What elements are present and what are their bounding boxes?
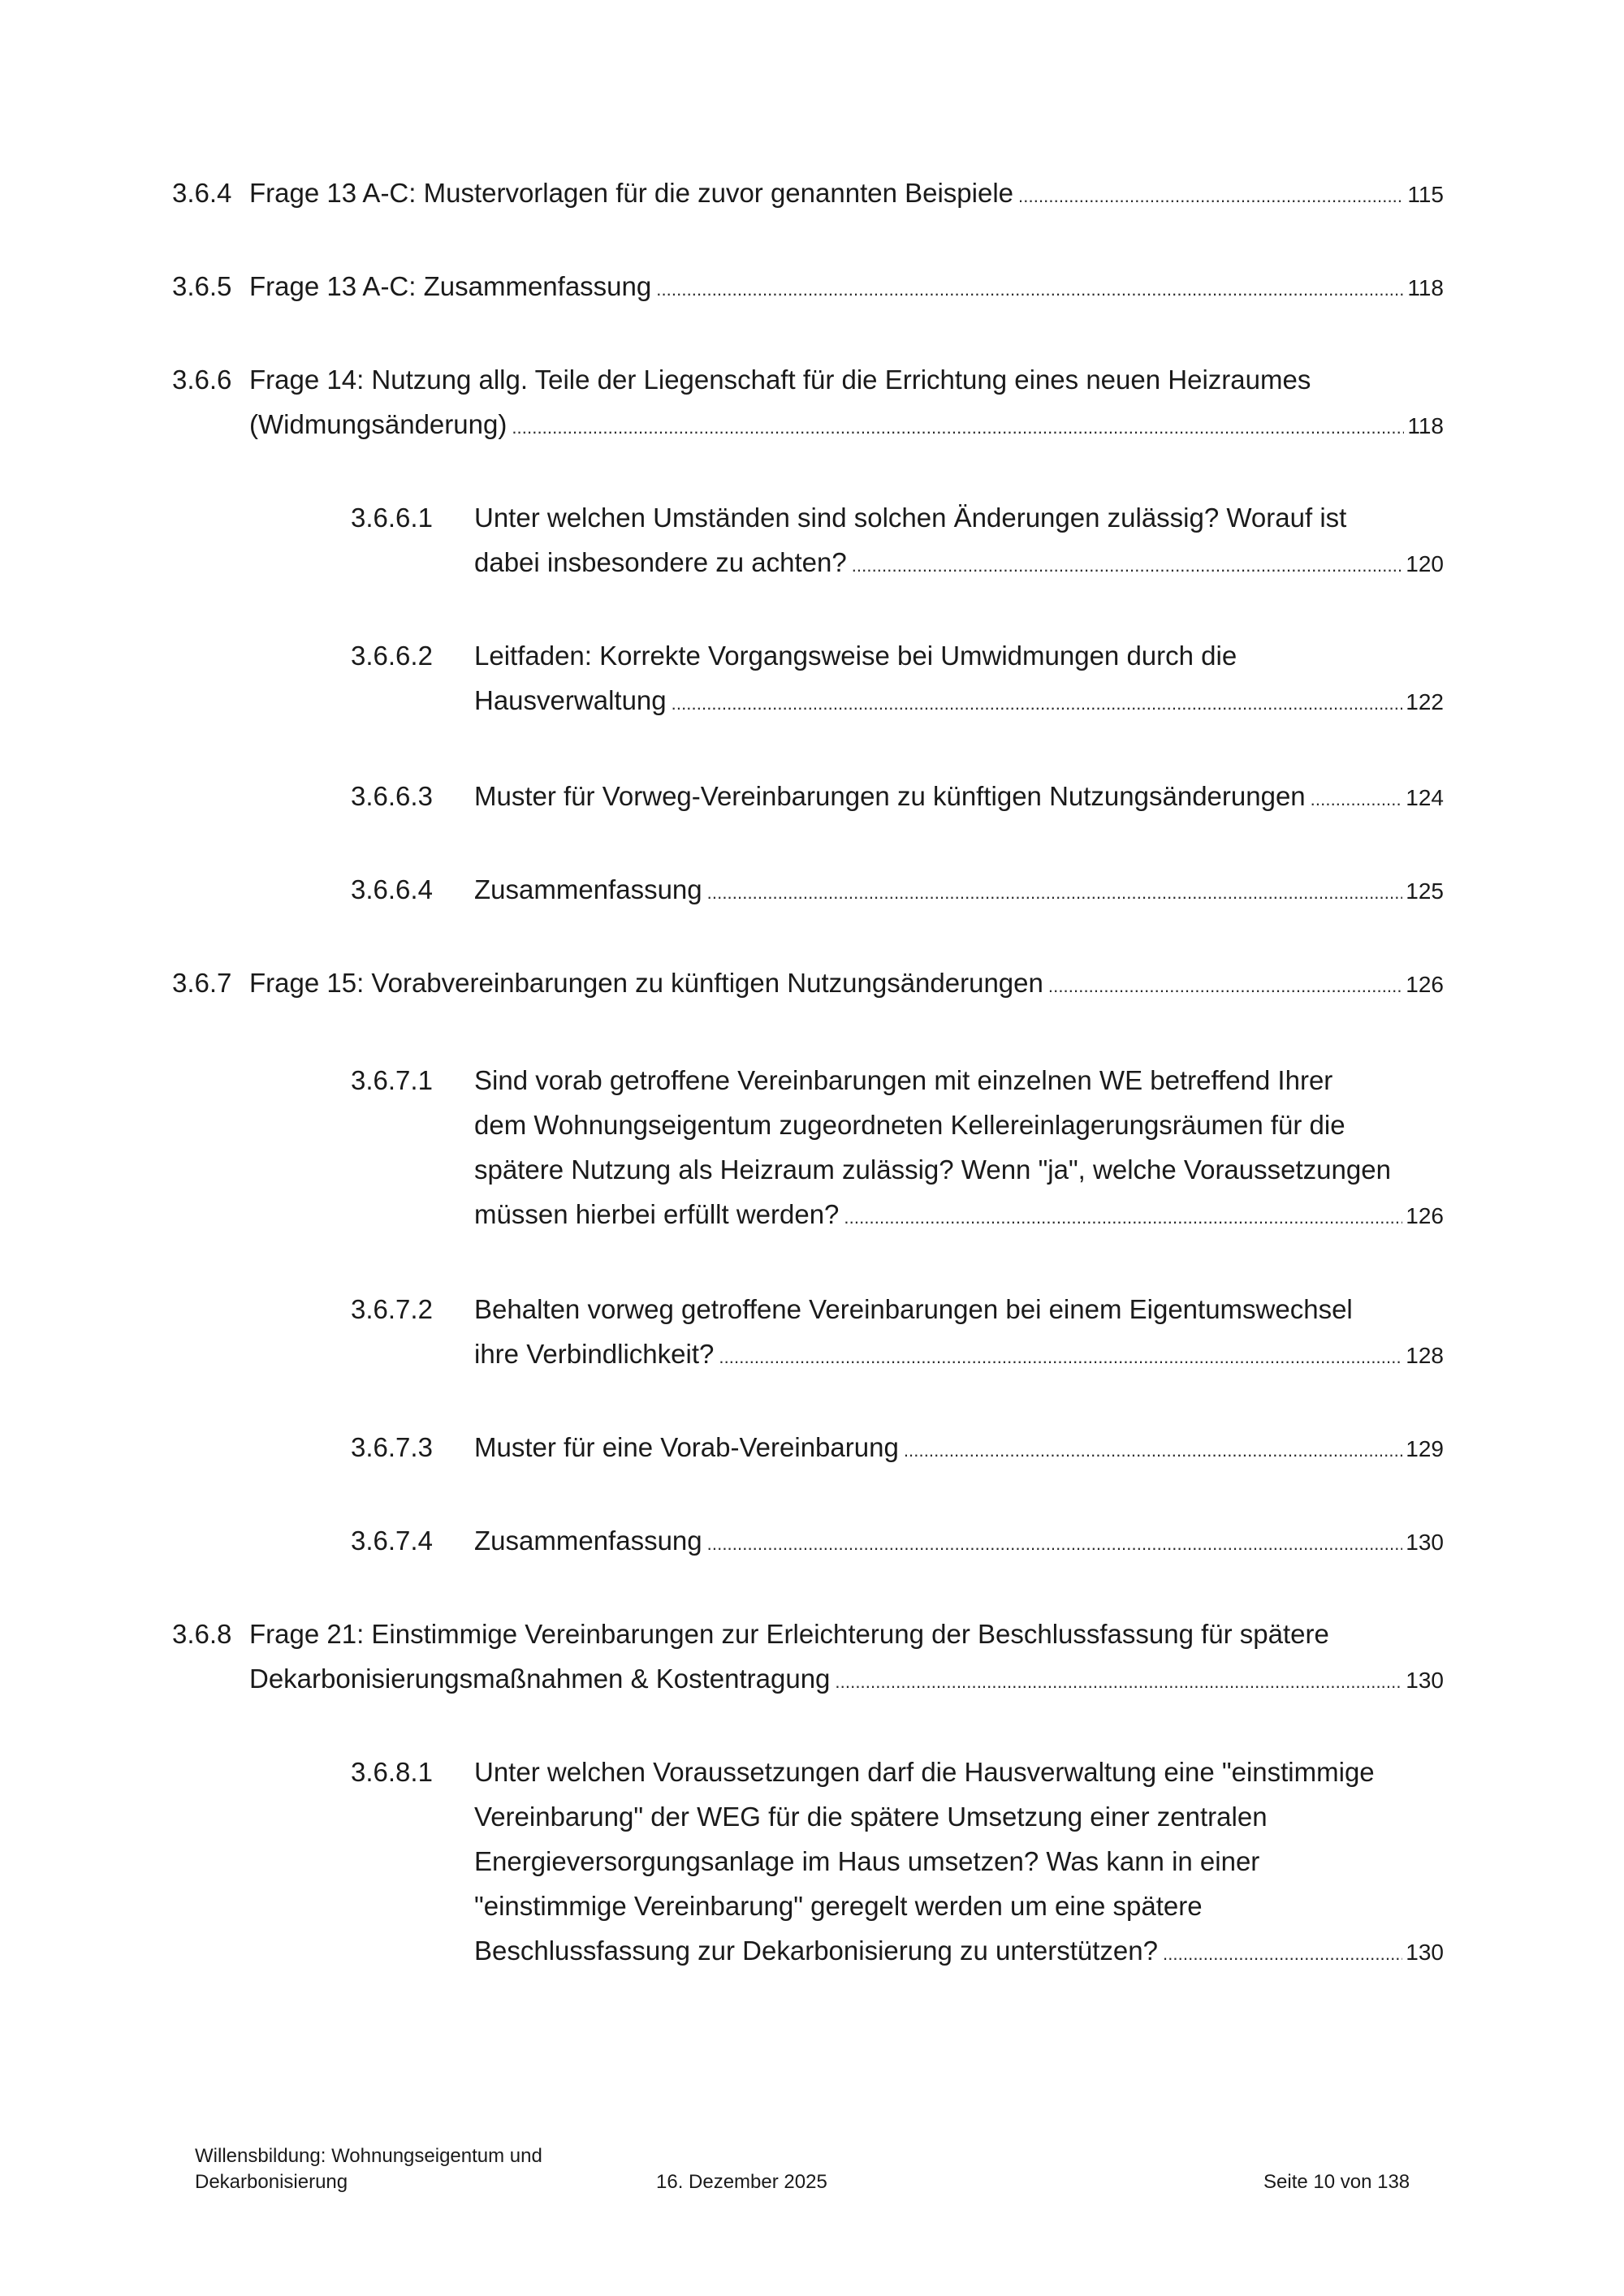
toc-leader-dots xyxy=(707,870,1403,915)
toc-entry-page-number: 128 xyxy=(1406,1343,1444,1368)
toc-entry[interactable] xyxy=(0,495,1624,585)
footer-title-line2: Dekarbonisierung xyxy=(195,2171,348,2193)
footer-title-line1: Willensbildung: Wohnungseigentum und xyxy=(195,2145,542,2167)
toc-entry-number: 3.6.6.2 xyxy=(351,641,433,671)
toc-entry-title-line: (Widmungsänderung) xyxy=(249,409,508,439)
toc-leader-dots xyxy=(1048,964,1402,1008)
toc-entry-page-number: 118 xyxy=(1407,275,1444,300)
toc-entry[interactable] xyxy=(0,1287,1624,1376)
toc-entry-title-line: ihre Verbindlichkeit? xyxy=(474,1339,715,1369)
footer-date: 16. Dezember 2025 xyxy=(656,2171,827,2193)
toc-entry-page-number: 130 xyxy=(1406,1668,1444,1693)
toc-entry-number: 3.6.4 xyxy=(172,178,232,208)
toc-entry-title-line: "einstimmige Vereinbarung" geregelt werden um eine spätere xyxy=(474,1891,1203,1921)
toc-entry-page-number: 120 xyxy=(1406,551,1444,576)
toc-entry-title-line: Energieversorgungsanlage im Haus umsetzen? Was kann in einer xyxy=(474,1846,1260,1876)
toc-entry[interactable] xyxy=(0,1518,1624,1563)
toc-entry[interactable] xyxy=(0,357,1624,447)
toc-entry[interactable] xyxy=(0,170,1624,215)
toc-entry-page-number: 118 xyxy=(1407,413,1444,438)
toc-leader-dots xyxy=(672,681,1403,726)
toc-entry-title-line: Beschlussfassung zur Dekarbonisierung zu unterstützen? xyxy=(474,1936,1158,1966)
toc-entry-title-line: Frage 13 A-C: Mustervorlagen für die zuvor genannten Beispiele xyxy=(249,178,1014,208)
toc-entry-title-line: dem Wohnungseigentum zugeordneten Kellereinlagerungsräumen für die xyxy=(474,1110,1345,1140)
toc-entry-title-line: Muster für Vorweg-Vereinbarungen zu künftigen Nutzungsänderungen xyxy=(474,781,1306,811)
toc-entry[interactable] xyxy=(0,960,1624,1005)
toc-entry-number: 3.6.7.1 xyxy=(351,1065,433,1095)
toc-entry[interactable] xyxy=(0,774,1624,818)
footer-page-number: Seite 10 von 138 xyxy=(1263,2171,1410,2193)
toc-entry[interactable] xyxy=(0,1750,1624,1973)
toc-entry[interactable] xyxy=(0,1612,1624,1701)
toc-entry-title-line: Frage 15: Vorabvereinbarungen zu künftigen Nutzungsänderungen xyxy=(249,968,1043,998)
toc-entry-title-line: Vereinbarung" der WEG für die spätere Umsetzung einer zentralen xyxy=(474,1802,1268,1832)
toc-entry-number: 3.6.6.3 xyxy=(351,781,433,811)
toc-entry-title-line: Sind vorab getroffene Vereinbarungen mit einzelnen WE betreffend Ihrer xyxy=(474,1065,1333,1095)
toc-leader-dots xyxy=(852,543,1403,588)
toc-entry[interactable] xyxy=(0,264,1624,309)
toc-entry-number: 3.6.6.4 xyxy=(351,874,433,904)
toc-entry-title-line: dabei insbesondere zu achten? xyxy=(474,547,847,577)
toc-entry-page-number: 115 xyxy=(1407,182,1444,207)
toc-entry-title-line: müssen hierbei erfüllt werden? xyxy=(474,1199,840,1229)
toc-entry-title-line: spätere Nutzung als Heizraum zulässig? Wenn "ja", welche Voraussetzungen xyxy=(474,1154,1391,1185)
toc-entry-number: 3.6.8.1 xyxy=(351,1757,433,1787)
toc-leader-dots xyxy=(1163,1931,1402,1976)
footer-title xyxy=(195,2143,617,2195)
toc-leader-dots xyxy=(1311,777,1403,822)
toc-entry-title-line: Zusammenfassung xyxy=(474,1526,702,1556)
toc-entry-page-number: 126 xyxy=(1406,972,1444,997)
toc-entry[interactable] xyxy=(0,633,1624,723)
toc-entry-number: 3.6.8 xyxy=(172,1619,232,1649)
toc-entry-title-line: Frage 21: Einstimmige Vereinbarungen zur Erleichterung der Beschlussfassung für spätere xyxy=(249,1619,1329,1649)
toc-entry-number: 3.6.5 xyxy=(172,271,232,301)
toc-leader-dots xyxy=(719,1335,1402,1379)
toc-entry-number: 3.6.7.4 xyxy=(351,1526,433,1556)
toc-entry-number: 3.6.6 xyxy=(172,365,232,395)
toc-entry-page-number: 124 xyxy=(1406,785,1444,810)
toc-entry-number: 3.6.7 xyxy=(172,968,232,998)
toc-entry-title-line: Leitfaden: Korrekte Vorgangsweise bei Umwidmungen durch die xyxy=(474,641,1237,671)
toc-entry-title-line: Frage 13 A-C: Zusammenfassung xyxy=(249,271,652,301)
toc-entry-title-line: Unter welchen Voraussetzungen darf die Hausverwaltung eine "einstimmige xyxy=(474,1757,1375,1787)
toc-entry-page-number: 126 xyxy=(1406,1203,1444,1228)
toc-entry-page-number: 130 xyxy=(1406,1940,1444,1965)
toc-entry-number: 3.6.7.2 xyxy=(351,1294,433,1324)
toc-entry-number: 3.6.7.3 xyxy=(351,1432,433,1462)
toc-entry[interactable] xyxy=(0,867,1624,912)
toc-entry-page-number: 129 xyxy=(1406,1436,1444,1461)
toc-entry-title-line: Unter welchen Umständen sind solchen Änderungen zulässig? Worauf ist xyxy=(474,503,1347,533)
toc-entry-title-line: Behalten vorweg getroffene Vereinbarungen bei einem Eigentumswechsel xyxy=(474,1294,1353,1324)
toc-leader-dots xyxy=(512,405,1404,450)
toc-leader-dots xyxy=(835,1659,1402,1704)
toc-leader-dots xyxy=(844,1195,1402,1240)
toc-leader-dots xyxy=(707,1521,1403,1566)
toc-entry-page-number: 130 xyxy=(1406,1530,1444,1555)
toc-leader-dots xyxy=(1018,174,1404,218)
toc-leader-dots xyxy=(904,1428,1402,1473)
toc-entry-page-number: 125 xyxy=(1406,878,1444,904)
toc-entry[interactable] xyxy=(0,1425,1624,1470)
toc-entry-title-line: Hausverwaltung xyxy=(474,685,667,715)
toc-entry-title-line: Dekarbonisierungsmaßnahmen & Kostentragung xyxy=(249,1664,831,1694)
toc-entry-number: 3.6.6.1 xyxy=(351,503,433,533)
toc-entry-title-line: Frage 14: Nutzung allg. Teile der Liegenschaft für die Errichtung eines neuen Heizraumes xyxy=(249,365,1311,395)
toc-leader-dots xyxy=(656,267,1404,312)
toc-entry-title-line: Zusammenfassung xyxy=(474,874,702,904)
toc-entry-page-number: 122 xyxy=(1406,689,1444,714)
toc-entry[interactable] xyxy=(0,1058,1624,1236)
toc-entry-title-line: Muster für eine Vorab-Vereinbarung xyxy=(474,1432,899,1462)
